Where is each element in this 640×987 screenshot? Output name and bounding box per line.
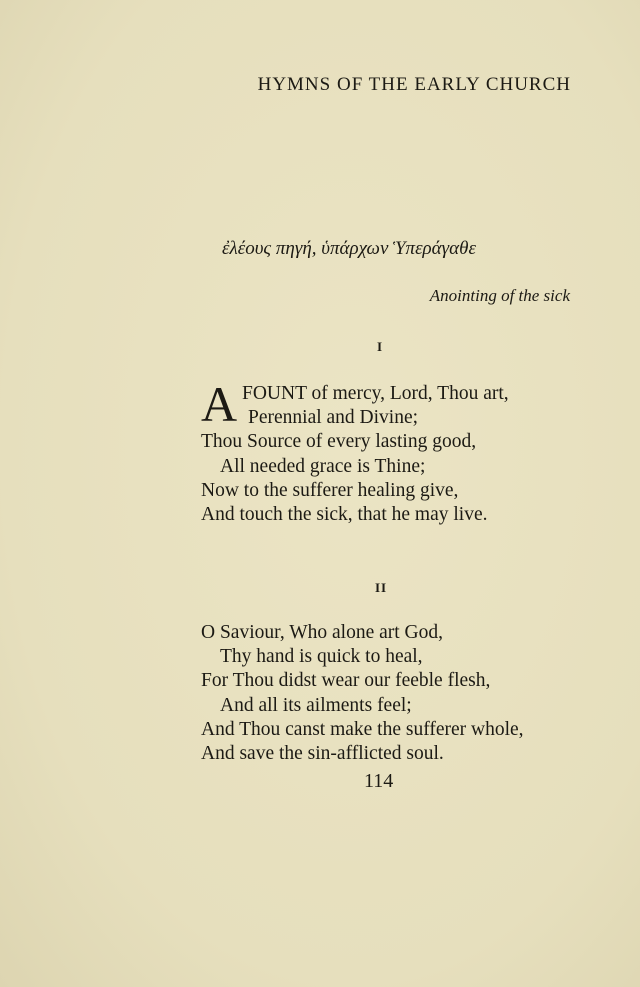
stanza-number: I — [377, 339, 384, 354]
verse-line: Now to the sufferer healing give, — [201, 479, 459, 501]
verse-line: Thy hand is quick to heal, — [220, 646, 423, 668]
page-number: 114 — [364, 770, 394, 792]
verse-line: And Thou canst make the sufferer whole, — [201, 718, 524, 740]
verse-line: Perennial and Divine; — [248, 407, 419, 429]
drop-cap: A — [201, 376, 238, 432]
verse-line: And touch the sick, that he may live. — [201, 503, 488, 525]
running-head: HYMNS OF THE EARLY CHURCH — [257, 74, 571, 95]
verse-line: Thou Source of every lasting good, — [201, 431, 477, 453]
hymn-subtitle: Anointing of the sick — [429, 286, 570, 305]
stanza — [201, 621, 524, 766]
verse-line: All needed grace is Thine; — [220, 455, 426, 477]
verse-line: O Saviour, Who alone art God, — [201, 622, 444, 643]
greek-title: ἐλέους πηγή, ὑπάρχων Ὑπεράγαθε — [222, 238, 476, 259]
stanza — [201, 376, 509, 527]
verse-line: FOUNT of mercy, Lord, Thou art, — [242, 383, 509, 404]
verse-line: For Thou didst wear our feeble flesh, — [201, 670, 491, 692]
verse-line: And all its ailments feel; — [220, 694, 412, 716]
verse-line: And save the sin-afflicted soul. — [201, 742, 444, 764]
stanza-number: II — [375, 580, 388, 595]
